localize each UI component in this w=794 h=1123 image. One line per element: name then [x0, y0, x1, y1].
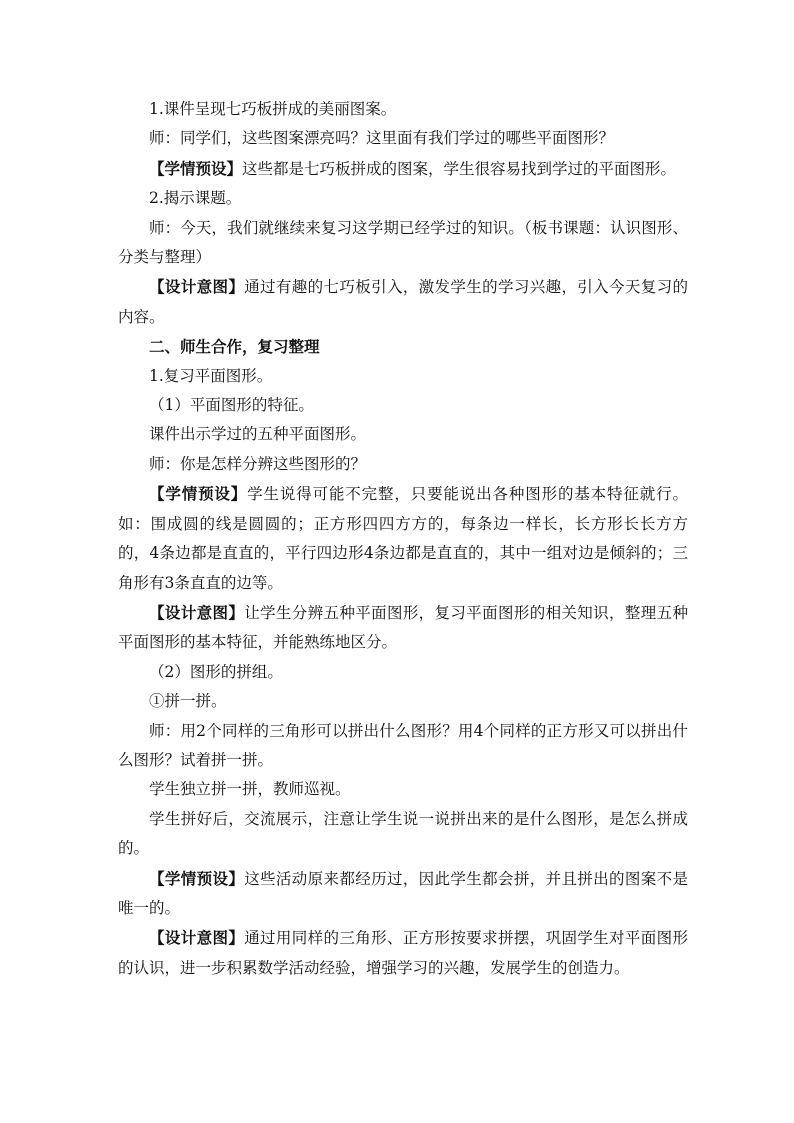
paragraph-tag: 【设计意图】 [149, 277, 245, 297]
paragraph-text: 让学生分辨五种平面图形，复习平面图形的相关知识，整理五种平面图形的基本特征，并能熟练地区分。 [118, 603, 688, 652]
paragraph-tag: 【设计意图】 [149, 602, 245, 622]
paragraph-text: ①拼一拼。 [149, 692, 227, 711]
paragraph-8 [118, 362, 688, 391]
paragraph-19 [118, 864, 688, 924]
paragraph-text: 师：你是怎样分辨这些图形的？ [149, 454, 367, 473]
section-heading [118, 332, 688, 361]
paragraph-15 [118, 687, 688, 716]
paragraph-text: 学生说得可能不完整，只要能说出各种图形的基本特征就行。如：围成圆的线是圆圆的；正方形四四方方的，每条边一样长，长方形长长方方的，4条边都是直直的，平行四边形4条边都是直直的，其中一组对边是倾斜的；三角形有3条直直的边等。 [118, 485, 688, 592]
paragraph-10 [118, 420, 688, 449]
paragraph-text: 这些活动原来都经历过，因此学生都会拼，并且拼出的图案不是唯一的。 [118, 869, 688, 917]
paragraph-text: 学生拼好后，交流展示，注意让学生说一说拼出来的是什么图形，是怎么拼成的。 [118, 809, 688, 858]
paragraph-5 [118, 214, 688, 273]
paragraph-text: 师：今天，我们就继续来复习这学期已经学过的知识。（板书课题：认识图形、分类与整理） [118, 218, 688, 267]
paragraph-text: 通过用同样的三角形、正方形按要求拼摆，巩固学生对平面图形的认识，进一步积累数学活动经验，增强学习的兴趣，发展学生的创造力。 [118, 929, 688, 977]
paragraph-text: 师：用2个同样的三角形可以拼出什么图形？用4个同样的正方形又可以拼出什么图形？试着拼一拼。 [118, 721, 688, 769]
paragraph-text: 师：同学们，这些图案漂亮吗？这里面有我们学过的哪些平面图形？ [149, 129, 615, 148]
paragraph-text: 1.课件呈现七巧板拼成的美丽图案。 [149, 100, 397, 118]
paragraph-18 [118, 805, 688, 864]
paragraph-9 [118, 391, 688, 420]
paragraph-text: 1.复习平面图形。 [149, 366, 273, 385]
paragraph-2 [118, 124, 688, 153]
paragraph-tag: 【学情预设】 [149, 158, 243, 178]
paragraph-tag: 【设计意图】 [149, 928, 245, 948]
paragraph-text: 通过有趣的七巧板引入，激发学生的学习兴趣，引入今天复习的内容。 [118, 278, 688, 326]
paragraph-text: 2.揭示课题。 [149, 189, 242, 208]
paragraph-3 [118, 154, 688, 184]
paragraph-text: 这些都是七巧板拼成的图案，学生很容易找到学过的平面图形。 [242, 159, 677, 178]
paragraph-text: 课件出示学过的五种平面图形。 [149, 425, 367, 444]
paragraph-tag: 【学情预设】 [149, 484, 248, 504]
paragraph-16 [118, 717, 688, 776]
paragraph-20 [118, 923, 688, 983]
paragraph-6 [118, 272, 688, 332]
paragraph-1 [118, 95, 688, 124]
paragraph-text: （2）图形的拼组。 [149, 662, 283, 681]
paragraph-text: （1）平面图形的特征。 [149, 396, 314, 415]
paragraph-14 [118, 658, 688, 687]
paragraph-4 [118, 184, 688, 213]
paragraph-12 [118, 479, 688, 598]
document-body [118, 95, 688, 983]
heading-text: 二、师生合作，复习整理 [149, 337, 320, 357]
paragraph-17 [118, 775, 688, 804]
paragraph-tag: 【学情预设】 [149, 868, 245, 888]
paragraph-11 [118, 450, 688, 479]
paragraph-text: 学生独立拼一拼，教师巡视。 [149, 780, 351, 799]
paragraph-13 [118, 598, 688, 658]
